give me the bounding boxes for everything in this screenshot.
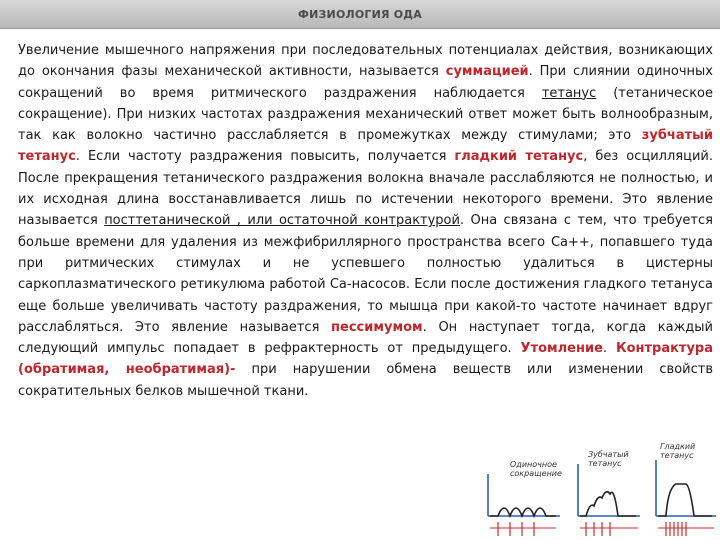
dentate-wave [580,492,636,516]
text-segment: . [602,341,616,357]
text-segment: . Он наступает тогда, когда каждый следующий импульс попадает в рефрактерность от предыдущего. [18,319,713,357]
term-contracture: посттетанической , или остаточной контрактурой [104,213,460,229]
text-segment: Увеличение мышечного напряжения при последовательных потенциалах действия, возникающих до окончания фазы механической активности, называется [18,43,713,80]
text-segment: при нарушении обмена веществ или изменении свойств сократительных белков мышечной ткани. [18,362,713,399]
smooth-wave [658,484,712,516]
single-waves [490,508,556,516]
text-segment: , без осцилляций. После прекращения тетанического раздражения волокна вначале расслабляются не полностью, и их исходная длина восстанавливается лишь по истечении некоторого времени. Это явление называется [18,149,714,229]
label-smooth-tetanus: Гладкий тетанус [660,442,696,460]
dentate-tetanus-graph [578,464,640,536]
text-segment: . Она связана с тем, что требуется больше времени для удаления из межфибриллярного пространства всего Ca++, попавшего туда при ритмических стимулах и не успевшего полностью удалиться в цистерны саркоплазматического ретикулюма работой Ca-насосов. Если после достижения гладкого тетануса еще больше увеличивать частоту раздражения, то мышца при какой-то частоте начинает вдруг расслабляться. Это явление называется [18,213,713,335]
tetanus-diagram [480,440,720,540]
smooth-tetanus-graph [656,460,716,536]
text-segment: . Если частоту раздражения повысить, получается [75,149,455,165]
slide-header [0,0,720,29]
slide-title: ФИЗИОЛОГИЯ ОДА [298,7,422,21]
term-dentate-tetanus: зубчатый тетанус [18,128,713,165]
label-dentate-tetanus: Зубчатый тетанус [588,450,629,468]
text-segment: (тетаническое сокращение). При низких частотах раздражения механический ответ может быть волнообразным, так как волокно частично расслабляется в промежутках между стимулами; это [18,85,713,144]
main-paragraph [18,40,713,402]
term-summation: суммацией [445,64,529,80]
term-pessimum: пессимумом [331,319,423,335]
term-tetanus: тетанус [541,85,597,101]
tetanus-figures [480,440,720,540]
term-smooth-tetanus: гладкий тетанус [454,149,584,165]
term-fatigue: Утомление [520,341,603,357]
term-contracture-types: Контрактура (обратимая, необратимая)- [18,341,713,378]
single-contraction-graph [488,474,560,536]
text-segment: . При слиянии одиночных сокращений во время ритмического раздражения наблюдается [18,64,713,101]
label-single-contraction: Одиночное сокращение [510,460,562,478]
